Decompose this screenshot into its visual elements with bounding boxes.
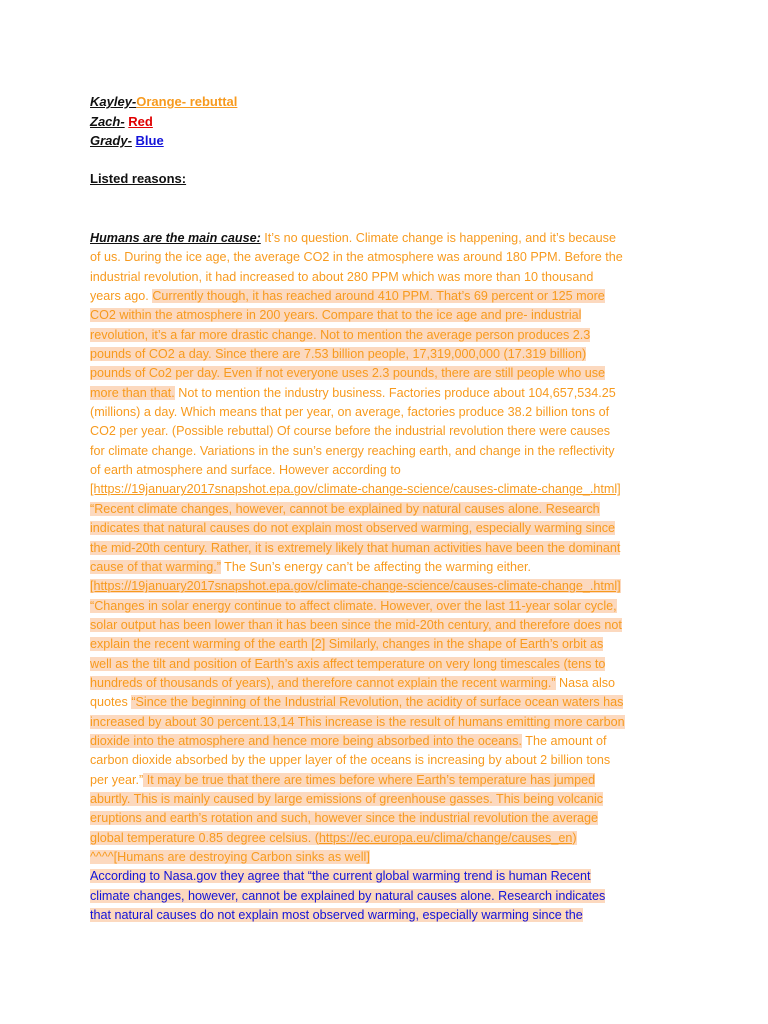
text-segment: for climate change. Variations in the sun’s energy reaching earth, and change in the reflectivity [90,443,615,458]
text-segment: pounds of CO2 a day. Since there are 7.53 billion people, 17,319,000,000 (17.319 billion) [90,347,587,362]
legend-label: Orange- rebuttal [136,94,238,109]
text-line [90,422,680,441]
text-segment: revolution, it’s a far more drastic change. Not to mention the average person produces 2.3 [90,327,591,342]
text-line [90,442,680,461]
text-segment: ) [572,830,577,845]
text-segment: aburtly. This is mainly caused by large emissions of greenhouse gasses. This being volcanic [90,791,604,806]
text-line [90,384,680,403]
text-line [90,306,680,325]
text-segment: carbon dioxide absorbed by the upper layer of the oceans is increasing by about 2 billion tons [90,753,611,768]
text-line [90,461,680,480]
text-line [90,809,680,828]
text-line [90,655,680,674]
text-line [90,635,680,654]
text-segment: more than that. [90,385,175,400]
text-segment: explain the recent warming of the earth [2] Similarly, changes in the shape of Earth’s orbit as [90,637,604,652]
text-segment: ^^^^[Humans are destroying Carbon sinks as well] [90,850,370,864]
text-segment: years ago. [90,289,153,304]
text-segment: “Changes in solar energy continue to affect climate. However, over the last 11-year solar cycle, [90,598,617,613]
legend-row-zach [90,112,237,132]
text-segment: that natural causes do not explain most observed warming, especially warming since the [90,908,583,923]
text-segment: CO2 within the atmosphere in 200 years. Compare that to the ice age and pre- industrial [90,308,582,323]
text-line [90,693,680,712]
text-segment: Not to mention the industry business. Factories produce about 104,657,534.25 [174,385,616,400]
text-line [90,480,680,499]
legend-row-kayley [90,92,237,112]
text-segment: cause of that warming.” [90,559,221,574]
text-line [90,364,680,383]
text-line [90,790,680,809]
text-line [90,887,680,906]
text-segment: It’s no question. Climate change is happening, and it’s because [260,231,616,245]
text-segment: “Recent climate changes, however, cannot be explained by natural causes alone. Research [90,501,600,516]
text-segment: The amount of [521,733,607,748]
legend-name: Grady- [90,133,132,148]
text-segment: (millions) a day. Which means that per year, on average, factories produce 38.2 billion tons of [90,405,610,420]
text-segment: Currently though, it has reached around 410 PPM. That’s 69 percent or 125 more [152,289,605,304]
text-line [90,539,680,558]
text-segment: increased by about 30 percent.13,14 This increase is the result of humans emitting more carbon [90,714,625,729]
text-segment: pounds of Co2 per day. Even if not everyone uses 2.3 pounds, there are still people who use [90,366,606,381]
text-line [90,713,680,732]
text-segment: indicates that natural causes do not explain most observed warming, especially warming since [90,521,616,536]
text-line [90,867,680,886]
text-segment: climate changes, however, cannot be explained by natural causes alone. Research indicates [90,888,606,903]
text-segment: of earth atmosphere and surface. However according to [90,463,401,478]
text-segment: Nasa also [555,675,616,690]
text-segment: According to Nasa.gov they agree that “the current global warming trend is human Recent [90,869,591,884]
text-segment: eruptions and earth’s rotation and such, however since the industrial revolution the average [90,811,599,826]
text-line [90,229,680,248]
legend-row-grady [90,131,237,151]
text-line [90,751,680,770]
text-segment: hundreds of thousands of years), and therefore cannot explain the recent warming.” [90,675,556,690]
legend-name: Zach- [90,113,125,129]
text-line [90,829,680,848]
text-line [90,500,680,519]
text-segment: quotes [90,695,132,710]
text-line [90,848,680,867]
text-segment: CO2 per year. (Possible rebuttal) Of course before the industrial revolution there were causes [90,424,611,439]
text-line [90,519,680,538]
legend-label: Blue [135,133,164,148]
text-line [90,268,680,287]
legend-name: Kayley- [90,94,137,109]
listed-reasons-heading: Listed reasons: [90,171,187,186]
text-segment: per year.” [90,772,144,787]
reference-link[interactable]: [https://19january2017snapshot.epa.gov/climate-change-science/causes-climate-change_.html] [90,482,621,497]
text-line [90,558,680,577]
text-segment: of us. During the ice age, the average CO2 in the atmosphere was around 180 PPM. Before the [90,250,623,265]
text-line [90,248,680,267]
text-line [90,577,680,596]
text-segment: the mid-20th century. Rather, it is extremely likely that human activities have been the dominant [90,540,621,555]
text-segment: The Sun’s energy can’t be affecting the warming either. [220,559,532,574]
text-line [90,771,680,790]
text-line [90,732,680,751]
body-text [90,229,680,925]
text-line [90,345,680,364]
text-segment: industrial revolution, it had increased to about 280 PPM which was more than 10 thousand [90,269,594,284]
color-legend [90,92,237,151]
text-segment: It may be true that there are times before where Earth’s temperature has jumped [143,772,596,787]
reference-link[interactable]: https://ec.europa.eu/clima/change/causes_en [318,830,573,845]
text-segment: “Since the beginning of the Industrial Revolution, the acidity of surface ocean waters has [131,695,624,710]
text-segment: global temperature 0.85 degree celsius. ( [90,830,319,845]
text-line [90,326,680,345]
section-heading: Humans are the main cause: [90,231,261,245]
text-line [90,597,680,616]
text-segment: well as the tilt and position of Earth’s axis affect temperature on very long timescales (tens to [90,656,606,671]
text-line [90,674,680,693]
reference-link[interactable]: [https://19january2017snapshot.epa.gov/climate-change-science/causes-climate-change_.html] [90,579,621,594]
text-line [90,616,680,635]
text-line [90,287,680,306]
text-line [90,403,680,422]
legend-label: Red [128,113,153,129]
text-line [90,906,680,925]
text-segment: solar output has been lower than it has been since the mid-20th century, and therefore does not [90,617,622,632]
text-segment: dioxide into the atmosphere and hence more being absorbed into the oceans. [90,733,522,748]
